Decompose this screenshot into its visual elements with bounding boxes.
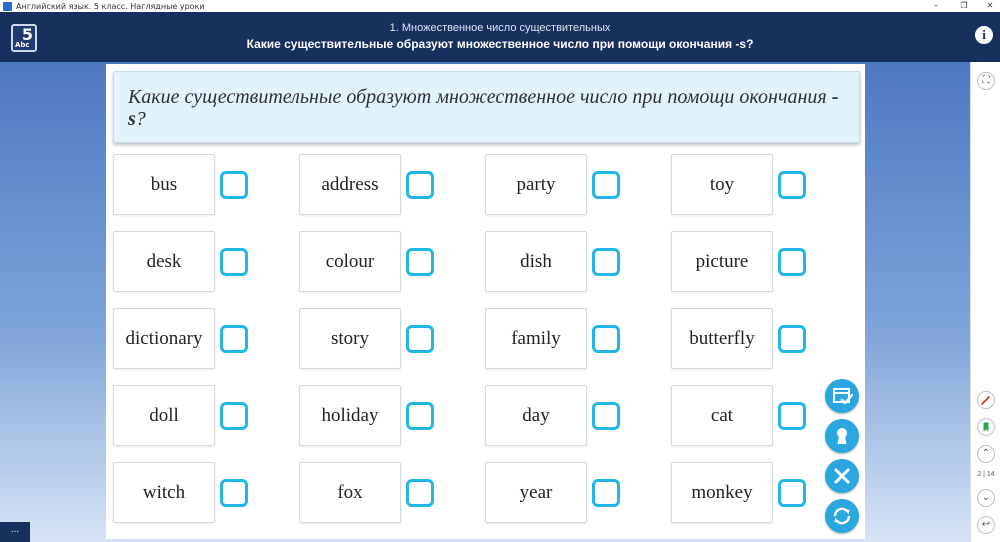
word-checkbox[interactable] [592,479,620,507]
question-suffix: -s [128,86,839,130]
word-card: address [299,154,401,215]
app-header [0,12,1000,62]
pen-tool-button[interactable] [977,391,995,409]
check-answer-button[interactable] [825,379,859,413]
word-checkbox[interactable] [406,248,434,276]
fullscreen-icon: ⛶ [982,75,990,86]
chevron-down-icon: ⌄ [981,492,991,503]
word-card: year [485,462,587,523]
page-up-button[interactable] [977,445,995,463]
word-checkbox[interactable] [592,248,620,276]
word-card: party [485,154,587,215]
textbook-logo[interactable]: 5 Abc [11,24,37,52]
minimize-button[interactable]: – [934,1,938,10]
word-checkbox[interactable] [220,325,248,353]
keyhole-icon [825,419,859,453]
word-card: toy [671,154,773,215]
word-card: holiday [299,385,401,446]
page-down-button[interactable] [977,489,995,507]
word-checkbox[interactable] [220,479,248,507]
word-card: picture [671,231,773,292]
word-checkbox[interactable] [778,402,806,430]
show-answer-button[interactable] [825,419,859,453]
word-checkbox[interactable] [592,171,620,199]
reset-button[interactable] [825,499,859,533]
word-card: dish [485,231,587,292]
question-text: Какие существительные образуют множественное число при помощи окончания -s? [128,86,839,130]
check-list-icon [825,379,859,413]
word-checkbox[interactable] [406,325,434,353]
word-checkbox[interactable] [778,171,806,199]
word-card: doll [113,385,215,446]
word-card: day [485,385,587,446]
word-card: dictionary [113,308,215,369]
back-arrow-icon: ↩ [981,519,991,530]
word-checkbox[interactable] [592,325,620,353]
word-card: witch [113,462,215,523]
word-card: bus [113,154,215,215]
word-checkbox[interactable] [406,479,434,507]
word-checkbox[interactable] [220,171,248,199]
more-menu-button[interactable]: ... [0,522,30,542]
word-checkbox[interactable] [592,402,620,430]
word-checkbox[interactable] [778,325,806,353]
word-checkbox[interactable] [220,402,248,430]
word-card: desk [113,231,215,292]
word-card: butterfly [671,308,773,369]
word-card: monkey [671,462,773,523]
window-titlebar [0,0,1000,12]
app-icon [3,2,12,11]
question-box [113,71,860,143]
lesson-subtitle: 1. Множественное число существительных [389,22,611,34]
lesson-title: Какие существительные образуют множественное число при помощи окончания -s? [246,37,754,51]
bookmark-icon [978,419,994,435]
close-icon [825,459,859,493]
word-checkbox[interactable] [220,248,248,276]
bookmark-button[interactable] [977,418,995,436]
word-card: family [485,308,587,369]
word-checkbox[interactable] [778,248,806,276]
back-button[interactable] [977,516,995,534]
restore-button[interactable]: ❐ [960,1,968,10]
word-card: story [299,308,401,369]
fullscreen-button[interactable] [977,72,995,90]
right-toolbar [970,62,1000,542]
pen-icon [978,392,994,408]
refresh-icon [825,499,859,533]
page-indicator: 2 | 14 [977,471,995,478]
chevron-up-icon: ⌃ [981,448,991,459]
word-checkbox[interactable] [406,171,434,199]
info-button[interactable]: i [975,26,993,44]
word-card: cat [671,385,773,446]
word-checkbox[interactable] [406,402,434,430]
word-checkbox[interactable] [778,479,806,507]
close-window-button[interactable]: ✕ [986,1,994,10]
word-card: colour [299,231,401,292]
window-title: Английский язык. 5 класс. Наглядные уроки [16,1,205,11]
clear-button[interactable] [825,459,859,493]
word-card: fox [299,462,401,523]
